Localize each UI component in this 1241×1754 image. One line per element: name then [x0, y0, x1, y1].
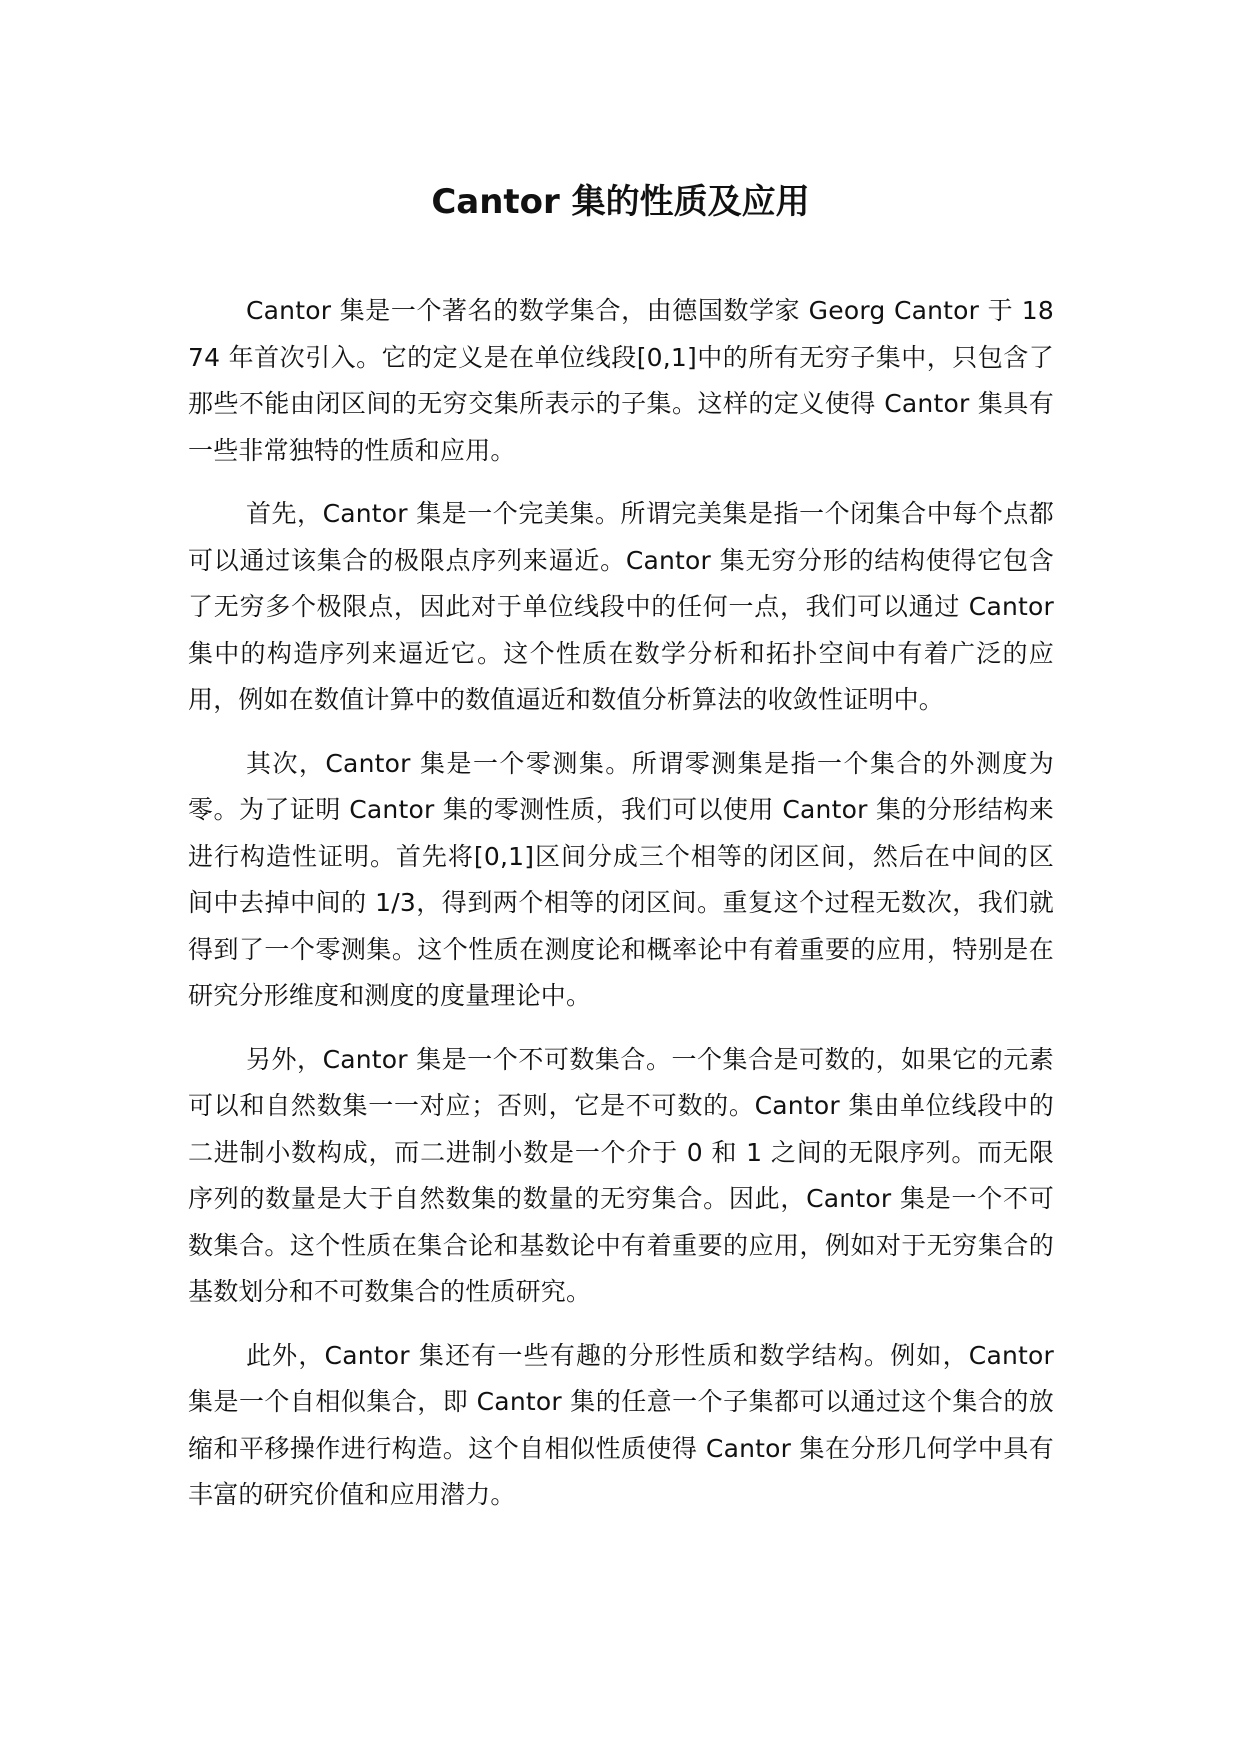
paragraph-perfect-set: 首先，Cantor 集是一个完美集。所谓完美集是指一个闭集合中每个点都可以通过该集合的极限点序列来逼近。Cantor 集无穷分形的结构使得它包含了无穷多个极限点，因此对于单位线段中的任何一点，我们可以通过 Cantor 集中的构造序列来逼近它。这个性质在数学分析和拓扑空间中有着广泛的应用，例如在数值计算中的数值逼近和数值分析算法的收敛性证明中。 — [188, 499, 1054, 714]
document-body — [188, 288, 1054, 1536]
paragraph-uncountable: 另外，Cantor 集是一个不可数集合。一个集合是可数的，如果它的元素可以和自然数集一一对应；否则，它是不可数的。Cantor 集由单位线段中的二进制小数构成，而二进制小数是一个介于 0 和 1 之间的无限序列。而无限序列的数量是大于自然数集的数量的无穷集合。因此，Cantor 集是一个不可数集合。这个性质在集合论和基数论中有着重要的应用，例如对于无穷集合的基数划分和不可数集合的性质研究。 — [188, 1044, 1054, 1306]
paragraph-fractal: 此外，Cantor 集还有一些有趣的分形性质和数学结构。例如，Cantor 集是一个自相似集合，即 Cantor 集的任意一个子集都可以通过这个集合的放缩和平移操作进行构造。这个自相似性质使得 Cantor 集在分形几何学中具有丰富的研究价值和应用潜力。 — [188, 1340, 1054, 1509]
document-title: Cantor 集的性质及应用 — [431, 182, 810, 222]
paragraph-null-set: 其次，Cantor 集是一个零测集。所谓零测集是指一个集合的外测度为零。为了证明 Cantor 集的零测性质，我们可以使用 Cantor 集的分形结构来进行构造性证明。首先将[0,1]区间分成三个相等的闭区间，然后在中间的区间中去掉中间的 1/3，得到两个相等的闭区间。重复这个过程无数次，我们就得到了一个零测集。这个性质在测度论和概率论中有着重要的应用，特别是在研究分形维度和测度的度量理论中。 — [188, 748, 1054, 1010]
paragraph-intro: Cantor 集是一个著名的数学集合，由德国数学家 Georg Cantor 于 1874 年首次引入。它的定义是在单位线段[0,1]中的所有无穷子集中，只包含了那些不能由闭区间的无穷交集所表示的子集。这样的定义使得 Cantor 集具有一些非常独特的性质和应用。 — [188, 296, 1054, 465]
